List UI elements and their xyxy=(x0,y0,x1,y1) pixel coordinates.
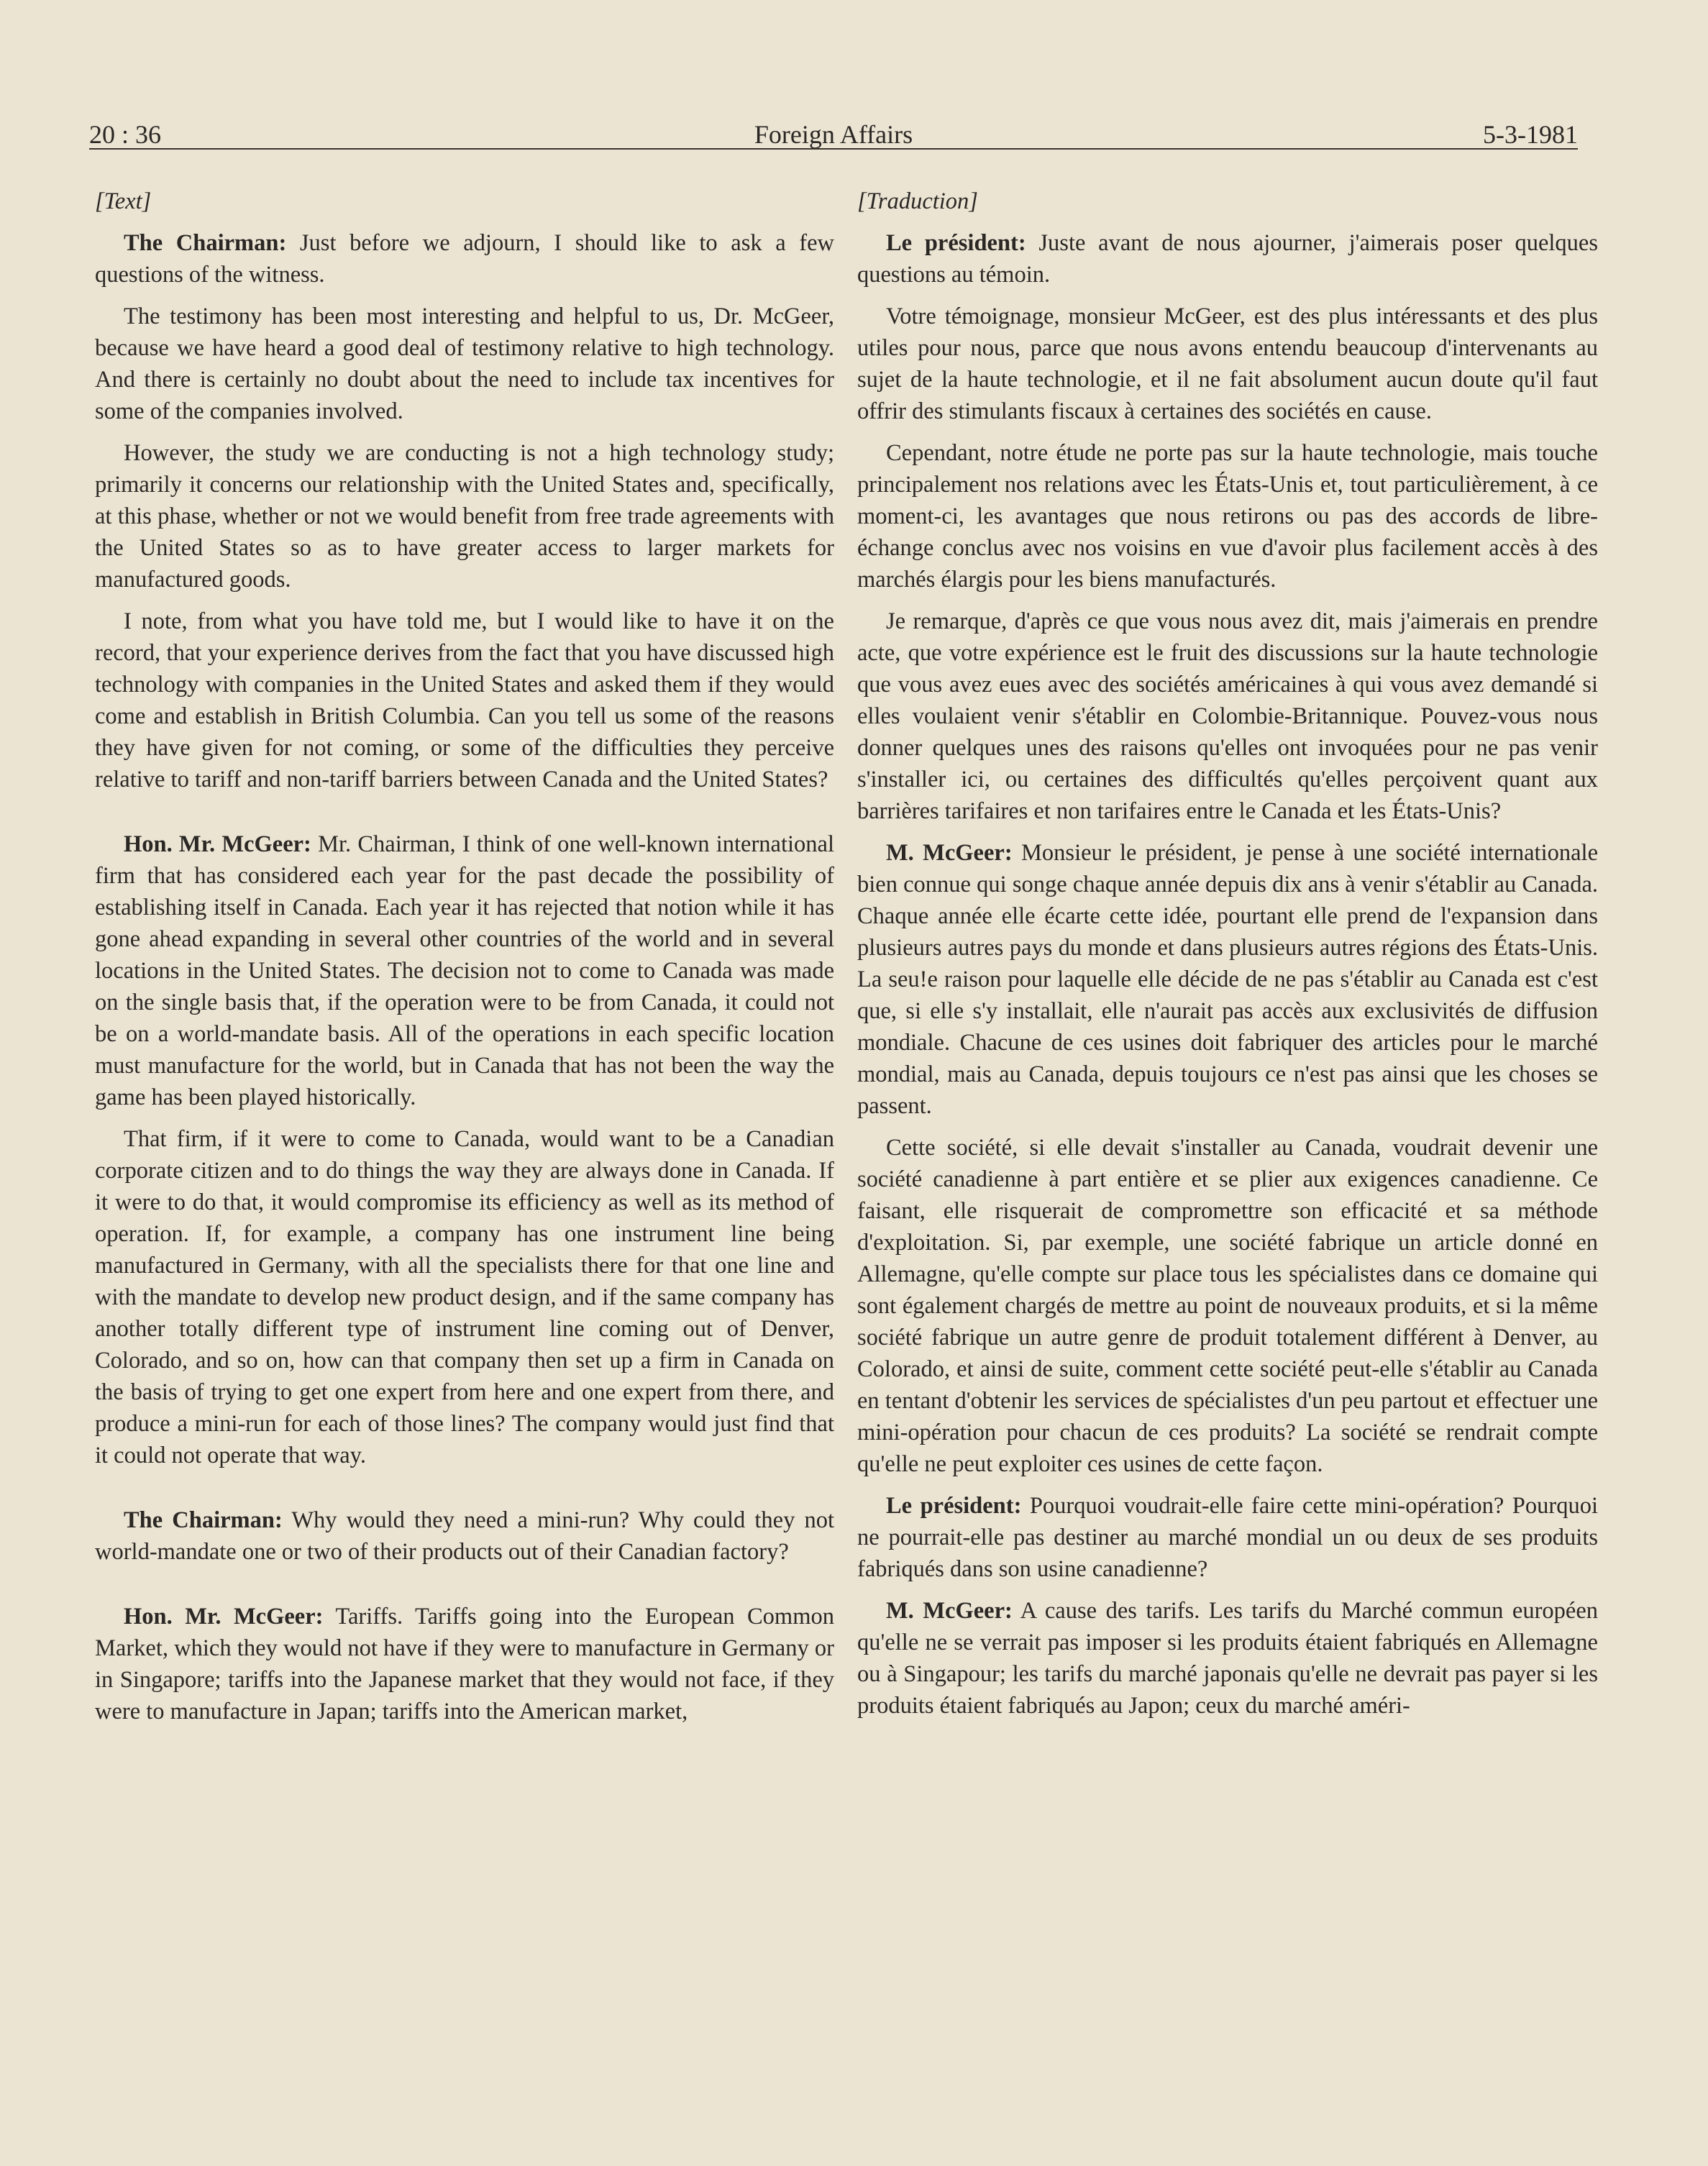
french-paragraph-3: Cependant, notre étude ne porte pas sur la haute technologie, mais touche principalement nos relations avec les États-Unis et, tout particulièrement, à ce moment-ci, les avantages que nous retirons ou pas des accords de libre-échange conclus avec nos voisins en vue d'avoir plus facilement accès à des marchés élargis pour les biens manufacturés. xyxy=(857,440,1598,593)
speaker-label: Hon. Mr. McGeer: xyxy=(124,1604,324,1630)
header-title: Foreign Affairs xyxy=(754,120,913,149)
speaker-label: Le président: xyxy=(886,1493,1022,1519)
speaker-label: Hon. Mr. McGeer: xyxy=(124,831,311,857)
paragraph-text: Why would they need a mini-run? Why could they not world-mandate one or two of their products out of their Canadian factory? xyxy=(95,1507,834,1565)
paragraph-text: Juste avant de nous ajourner, j'aimerais poser quelques questions au témoin. xyxy=(857,230,1598,288)
paragraph-text: Just before we adjourn, I should like to ask a few questions of the witness. xyxy=(95,230,834,288)
speaker-label: Le président: xyxy=(886,230,1026,256)
page-header xyxy=(89,108,1578,150)
french-column xyxy=(857,186,1598,1732)
paragraph-text: Tariffs. Tariffs going into the European Common Market, which they would not have if they were to manufacture in Germany or in Singapore; tariffs into the Japanese market that they would not face, if they were to manufacture in Japan; tariffs into the American market, xyxy=(95,1604,834,1724)
english-paragraph-5 xyxy=(95,828,834,1113)
english-paragraph-8 xyxy=(95,1601,834,1727)
english-paragraph-2: The testimony has been most interesting and helpful to us, Dr. McGeer, because we have heard a good deal of testimony relative to high technology. And there is certainly no doubt about the need to include tax incentives for some of the companies involved. xyxy=(95,303,834,424)
paragraph-text: A cause des tarifs. Les tarifs du Marché commun européen qu'elle ne se verrait pas imposer si les produits étaient fabriqués en Allemagne ou à Singapour; les tarifs du marché japonais qu'elle ne devrait pas payer si les produits étaient fabriqués au Japon; ceux du marché améri- xyxy=(857,1598,1599,1719)
english-paragraph-1 xyxy=(95,227,834,291)
french-paragraph-1 xyxy=(857,227,1598,291)
english-paragraph-4: I note, from what you have told me, but I would like to have it on the record, that your experience derives from the fact that you have discussed high technology with companies in the United States and asked them if they would come and establish in British Columbia. Can you tell us some of the reasons they have given for not coming, or some of the difficulties they perceive relative to tariff and non-tariff barriers between Canada and the United States? xyxy=(95,608,834,792)
paragraph-text: Mr. Chairman, I think of one well-known international firm that has considered each year for the past decade the possibility of establishing itself in Canada. Each year it has rejected that notion while it has gone ahead expanding in several other countries of the world and in several locations in the United States. The decision not to come to Canada was made on the single basis that, if the operation were to be from Canada, it could not be on a world-mandate basis. All of the operations in each specific location must manufacture for the world, but in Canada that has not been the way the game has been played historically. xyxy=(95,831,834,1110)
english-column xyxy=(95,186,834,1737)
french-paragraph-7 xyxy=(857,1490,1598,1585)
english-paragraph-6: That firm, if it were to come to Canada, would want to be a Canadian corporate citizen and to do things the way they are always done in Canada. If it were to do that, it would compromise its efficiency as well as its method of operation. If, for example, a company has one instrument line being manufactured in Germany, with all the specialists there for that one line and with the mandate to develop new product design, and if the same company has another totally different type of instrument line coming out of Denver, Colorado, and so on, how can that company then set up a firm in Canada on the basis of trying to get one expert from here and one expert from there, and produce a mini-run for each of those lines? The company would just find that it could not operate that way. xyxy=(95,1126,834,1468)
french-paragraph-5 xyxy=(857,837,1598,1122)
english-paragraph-7 xyxy=(95,1504,834,1568)
header-date: 5-3-1981 xyxy=(1483,120,1578,149)
french-paragraph-2: Votre témoignage, monsieur McGeer, est des plus intéressants et des plus utiles pour nous, parce que nous avons entendu beaucoup d'intervenants au sujet de la haute technologie, et il ne fait absolument aucun doute qu'il faut offrir des stimulants fiscaux à certaines des sociétés en cause. xyxy=(857,303,1598,424)
header-rule xyxy=(89,148,1578,150)
french-section-tag: [Traduction] xyxy=(857,188,978,214)
speaker-label: M. McGeer: xyxy=(886,1598,1013,1624)
paragraph-text: Monsieur le président, je pense à une société internationale bien connue qui songe chaque année depuis dix ans à venir s'établir au Canada. Chaque année elle écarte cette idée, pourtant elle prend de l'expansion dans plusieurs autres pays du monde et dans plusieurs autres régions des États-Unis. La seu!e raison pour laquelle elle décide de ne pas s'établir au Canada est c'est que, si elle s'y installait, elle n'aurait pas accès aux exclusivités de diffusion mondiale. Chacune de ces usines doit fabriquer des articles pour le marché mondial, mais au Canada, depuis toujours ce n'est pas ainsi que les choses se passent. xyxy=(857,840,1598,1119)
french-paragraph-6: Cette société, si elle devait s'installer au Canada, voudrait devenir une société canadienne à part entière et se plier aux exigences canadienne. Ce faisant, elle risquerait de compromettre son efficacité et sa méthode d'exploitation. Si, par exemple, une société fabrique un article donné en Allemagne, qu'elle compte sur place tous les spécialistes dans ce domaine qui sont également chargés de mettre au point de nouveaux produits, et si la même société fabrique un autre genre de produit totalement différent à Denver, au Colorado, et ainsi de suite, comment cette société peut-elle s'établir au Canada en tentant d'obtenir les services de spécialistes d'un peu partout et effectuer une mini-opération pour chacun de ces produits? La société se rendrait compte qu'elle ne peut exploiter ces usines de cette façon. xyxy=(857,1135,1598,1477)
english-section-tag: [Text] xyxy=(95,188,152,214)
speaker-label: M. McGeer: xyxy=(886,840,1013,866)
paragraph-text: Pourquoi voudrait-elle faire cette mini-opération? Pourquoi ne pourrait-elle pas destiner au marché mondial un ou deux de ses produits fabriqués dans son usine canadienne? xyxy=(857,1493,1598,1582)
speaker-label: The Chairman: xyxy=(124,230,287,256)
header-page-number: 20 : 36 xyxy=(89,120,162,149)
speaker-label: The Chairman: xyxy=(124,1507,283,1533)
french-paragraph-8 xyxy=(857,1595,1598,1722)
english-paragraph-3: However, the study we are conducting is not a high technology study; primarily it concerns our relationship with the United States and, specifically, at this phase, whether or not we would benefit from free trade agreements with the United States so as to have greater access to larger markets for manufactured goods. xyxy=(95,440,834,593)
french-paragraph-4: Je remarque, d'après ce que vous nous avez dit, mais j'aimerais en prendre acte, que votre expérience est le fruit des discussions sur la haute technologie que vous avez eues avec des sociétés américaines à qui vous avez demandé si elles voulaient venir s'établir en Colombie-Britannique. Pouvez-vous nous donner quelques unes des raisons qu'elles ont invoquées pour ne pas venir s'installer ici, ou certaines des difficultés qu'elles perçoivent quant aux barrières tarifaires et non tarifaires entre le Canada et les États-Unis? xyxy=(857,608,1598,824)
